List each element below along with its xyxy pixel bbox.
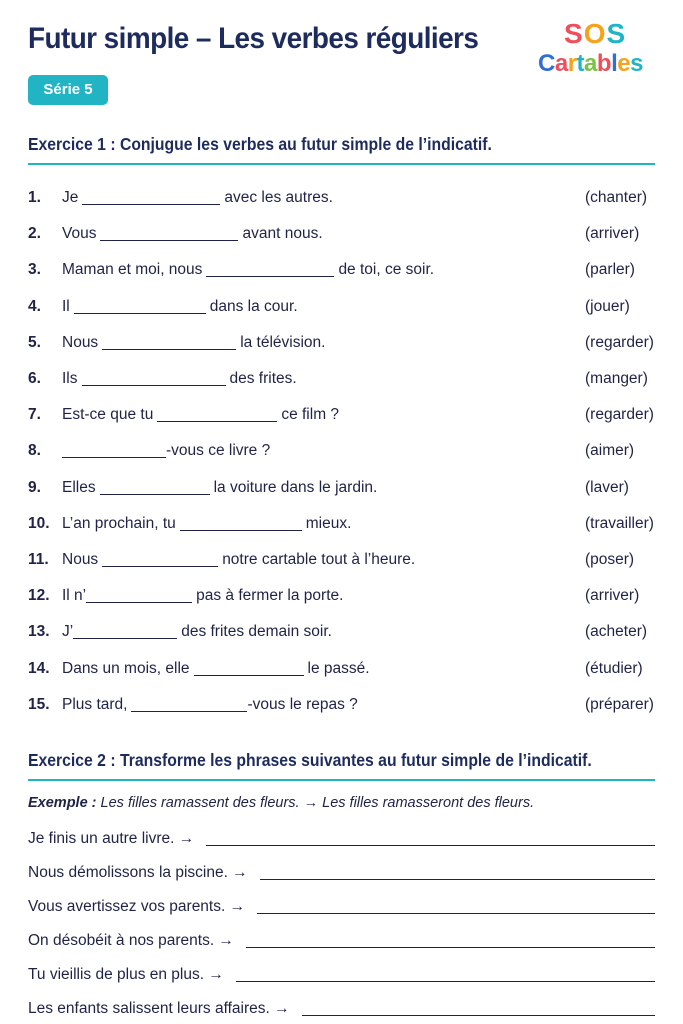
logo-letter: a bbox=[584, 50, 597, 77]
answer-blank[interactable] bbox=[180, 517, 302, 531]
exercise-2-heading-text: Exercice 2 : Transforme les phrases suivantes au futur simple de l’indicatif. bbox=[28, 750, 592, 770]
sentence bbox=[62, 551, 415, 569]
sentence bbox=[62, 442, 270, 460]
exercise-row bbox=[28, 650, 668, 686]
logo-letter: S bbox=[606, 18, 627, 49]
row-number: 6. bbox=[28, 370, 41, 388]
verb-hint: (travailler) bbox=[585, 514, 654, 532]
exercise-row bbox=[28, 542, 668, 578]
example-text: Les filles ramassent des fleurs. → Les filles ramasseront des fleurs. bbox=[100, 795, 535, 811]
exercise-1-list bbox=[28, 180, 668, 723]
verb-hint: (préparer) bbox=[585, 695, 654, 713]
logo-letter: C bbox=[538, 50, 555, 77]
sentence-start: Vous bbox=[62, 225, 97, 243]
exercise-row bbox=[28, 325, 668, 361]
sentence-start: Nous bbox=[62, 333, 99, 351]
answer-blank[interactable] bbox=[82, 191, 220, 205]
sentence-end: des frites. bbox=[229, 370, 297, 388]
sentence-end: la voiture dans le jardin. bbox=[213, 478, 378, 496]
answer-blank[interactable] bbox=[62, 444, 166, 458]
series-badge: Série 5 bbox=[28, 75, 108, 105]
sentence-start: Maman et moi, nous bbox=[62, 261, 203, 279]
sentence-end: ce film ? bbox=[281, 406, 340, 424]
exercise-1-heading-text: Exercice 1 : Conjugue les verbes au futur simple de l’indicatif. bbox=[28, 134, 492, 154]
sentence-end: le passé. bbox=[307, 659, 370, 677]
logo-letter: s bbox=[630, 50, 643, 77]
logo-bottom-word bbox=[538, 50, 643, 78]
sentence-start: Nous bbox=[62, 550, 99, 568]
exercise-1-heading bbox=[28, 134, 655, 165]
sos-cartables-logo bbox=[536, 18, 666, 82]
logo-letter: b bbox=[596, 50, 612, 77]
sentence bbox=[62, 515, 351, 533]
sentence bbox=[62, 261, 434, 279]
verb-hint: (arriver) bbox=[585, 225, 640, 243]
verb-hint: (poser) bbox=[585, 550, 635, 568]
transform-sentence: Nous démolissons la piscine. → bbox=[28, 864, 248, 881]
row-number: 4. bbox=[28, 297, 41, 315]
answer-blank[interactable] bbox=[82, 372, 226, 386]
transform-sentence: Les enfants salissent leurs affaires. → bbox=[28, 1000, 290, 1017]
sentence-end: avec les autres. bbox=[224, 189, 333, 207]
exercise-row bbox=[28, 578, 668, 614]
sentence bbox=[62, 660, 370, 678]
exercise-row bbox=[28, 180, 668, 216]
exercise-row bbox=[28, 252, 668, 288]
sentence bbox=[62, 298, 298, 316]
sentence-start: Elles bbox=[62, 478, 96, 496]
verb-hint: (aimer) bbox=[585, 442, 635, 460]
row-number: 15. bbox=[28, 695, 50, 713]
row-number: 3. bbox=[28, 261, 41, 279]
logo-top-word bbox=[564, 18, 626, 50]
sentence bbox=[62, 334, 325, 352]
logo-letter: l bbox=[611, 50, 618, 77]
sentence-start: Dans un mois, elle bbox=[62, 659, 190, 677]
answer-blank[interactable] bbox=[100, 481, 210, 495]
verb-hint: (arriver) bbox=[585, 587, 640, 605]
verb-hint: (regarder) bbox=[585, 406, 654, 424]
transform-sentence: Tu vieillis de plus en plus. → bbox=[28, 966, 224, 983]
verb-hint: (regarder) bbox=[585, 333, 654, 351]
answer-blank[interactable] bbox=[102, 336, 236, 350]
example-line bbox=[28, 795, 534, 811]
answer-line[interactable] bbox=[302, 1002, 655, 1016]
transform-row bbox=[28, 924, 655, 958]
transform-row bbox=[28, 856, 655, 890]
answer-line[interactable] bbox=[246, 934, 655, 948]
sentence-start: L’an prochain, tu bbox=[62, 514, 176, 532]
logo-letter: t bbox=[576, 50, 585, 77]
verb-hint: (jouer) bbox=[585, 297, 630, 315]
row-number: 1. bbox=[28, 189, 41, 207]
sentence-start: Plus tard, bbox=[62, 695, 128, 713]
exercise-2-list bbox=[28, 822, 655, 1024]
exercise-row bbox=[28, 506, 668, 542]
answer-blank[interactable] bbox=[73, 625, 177, 639]
answer-blank[interactable] bbox=[86, 589, 192, 603]
row-number: 10. bbox=[28, 514, 50, 532]
verb-hint: (acheter) bbox=[585, 623, 648, 641]
exercise-row bbox=[28, 687, 668, 723]
sentence-end: -vous le repas ? bbox=[247, 695, 358, 713]
verb-hint: (étudier) bbox=[585, 659, 643, 677]
verb-hint: (chanter) bbox=[585, 189, 648, 207]
sentence-end: dans la cour. bbox=[209, 297, 298, 315]
transform-row bbox=[28, 958, 655, 992]
sentence bbox=[62, 225, 323, 243]
exercise-row bbox=[28, 433, 668, 469]
verb-hint: (manger) bbox=[585, 370, 648, 388]
exercise-row bbox=[28, 470, 668, 506]
logo-letter: r bbox=[567, 50, 577, 77]
verb-hint: (laver) bbox=[585, 478, 629, 496]
sentence-start: Il bbox=[62, 297, 70, 315]
row-number: 11. bbox=[28, 550, 49, 568]
row-number: 7. bbox=[28, 406, 41, 424]
page-title: Futur simple – Les verbes réguliers bbox=[28, 22, 479, 55]
sentence-end: des frites demain soir. bbox=[181, 623, 332, 641]
sentence-start: J’ bbox=[62, 623, 74, 641]
answer-blank[interactable] bbox=[74, 300, 206, 314]
answer-blank[interactable] bbox=[157, 408, 277, 422]
sentence-end: avant nous. bbox=[242, 225, 323, 243]
sentence bbox=[62, 479, 377, 497]
transform-row bbox=[28, 822, 655, 856]
answer-blank[interactable] bbox=[102, 553, 218, 567]
row-number: 13. bbox=[28, 623, 50, 641]
answer-blank[interactable] bbox=[100, 227, 238, 241]
sentence-start: Il n’ bbox=[62, 587, 87, 605]
answer-line[interactable] bbox=[260, 866, 655, 880]
row-number: 5. bbox=[28, 333, 41, 351]
row-number: 12. bbox=[28, 587, 50, 605]
exercise-row bbox=[28, 216, 668, 252]
sentence bbox=[62, 189, 333, 207]
sentence bbox=[62, 696, 358, 714]
sentence-end: mieux. bbox=[305, 514, 352, 532]
answer-line[interactable] bbox=[206, 832, 655, 846]
exercise-row bbox=[28, 397, 668, 433]
sentence bbox=[62, 406, 339, 424]
exercise-row bbox=[28, 289, 668, 325]
transform-row bbox=[28, 890, 655, 924]
transform-sentence: Vous avertissez vos parents. → bbox=[28, 898, 246, 915]
answer-line[interactable] bbox=[257, 900, 655, 914]
sentence-start: Est-ce que tu bbox=[62, 406, 154, 424]
transform-sentence: Je finis un autre livre. → bbox=[28, 830, 195, 847]
sentence-end: pas à fermer la porte. bbox=[196, 587, 344, 605]
logo-letter: a bbox=[554, 50, 568, 77]
sentence-start: Je bbox=[62, 189, 79, 207]
sentence-end: notre cartable tout à l’heure. bbox=[222, 550, 416, 568]
transform-row bbox=[28, 992, 655, 1024]
example-label: Exemple : bbox=[28, 795, 97, 811]
logo-letter: O bbox=[583, 18, 607, 49]
exercise-2-heading bbox=[28, 750, 655, 781]
row-number: 14. bbox=[28, 659, 50, 677]
logo-letter: S bbox=[564, 18, 584, 49]
exercise-row bbox=[28, 614, 668, 650]
verb-hint: (parler) bbox=[585, 261, 635, 279]
sentence-end: de toi, ce soir. bbox=[338, 261, 435, 279]
answer-blank[interactable] bbox=[131, 698, 247, 712]
row-number: 9. bbox=[28, 478, 41, 496]
sentence bbox=[62, 587, 343, 605]
sentence-end: -vous ce livre ? bbox=[166, 442, 271, 460]
answer-blank[interactable] bbox=[206, 263, 334, 277]
sentence bbox=[62, 623, 332, 641]
answer-blank[interactable] bbox=[194, 662, 304, 676]
sentence-end: la télévision. bbox=[240, 333, 326, 351]
transform-sentence: On désobéit à nos parents. → bbox=[28, 932, 234, 949]
sentence-start: Ils bbox=[62, 370, 78, 388]
answer-line[interactable] bbox=[236, 968, 655, 982]
row-number: 2. bbox=[28, 225, 41, 243]
exercise-row bbox=[28, 361, 668, 397]
row-number: 8. bbox=[28, 442, 41, 460]
sentence bbox=[62, 370, 297, 388]
logo-letter: e bbox=[617, 50, 631, 77]
